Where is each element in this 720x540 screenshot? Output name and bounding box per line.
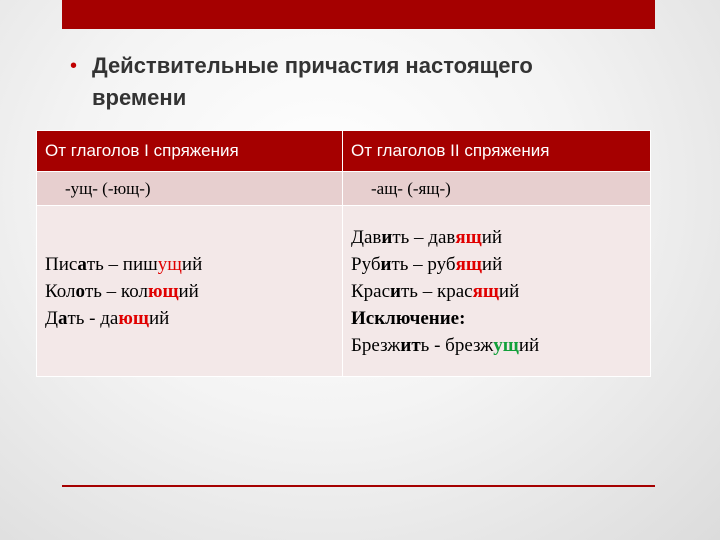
header-row: [37, 131, 651, 172]
exception-suffix-highlight: ущ: [493, 334, 519, 356]
suffix-highlight: ящ: [472, 280, 499, 302]
example-line: Красить – красящий: [351, 280, 520, 302]
exception-label: Исключение:: [351, 307, 466, 329]
suffix-highlight: ящ: [455, 253, 482, 275]
suffix-row: [37, 172, 651, 206]
col2-header: От глаголов II спряжения: [343, 131, 651, 172]
suffix-highlight: ущ: [157, 253, 182, 275]
example-line: Писать – пишущий: [45, 253, 203, 275]
col2-suffix-cell: [343, 172, 651, 206]
col1-suffix: -ущ- (-ющ-): [65, 178, 151, 198]
conjugation-table: [36, 130, 651, 377]
col2-suffix: -ащ- (-ящ-): [371, 178, 451, 198]
suffix-highlight: ющ: [147, 280, 179, 302]
col1-header: От глаголов I спряжения: [37, 131, 343, 172]
col2-examples-cell: [343, 206, 651, 377]
col1-examples-cell: [37, 206, 343, 377]
bottom-accent-line: [62, 485, 655, 487]
title-bullet-row: [70, 50, 650, 114]
suffix-highlight: ящ: [455, 226, 482, 248]
bullet-icon: •: [70, 55, 78, 77]
example-line: Давить – давящий: [351, 226, 503, 248]
examples-row: [37, 206, 651, 377]
example-line: Дать - дающий: [45, 307, 170, 329]
exception-example: Брезжить - брезжущий: [351, 334, 540, 356]
example-line: Рубить – рубящий: [351, 253, 503, 275]
top-accent-bar: [62, 0, 655, 29]
col1-suffix-cell: [37, 172, 343, 206]
suffix-highlight: ющ: [118, 307, 149, 329]
slide-heading: Действительные причастия настоящего времени: [92, 53, 533, 110]
example-line: Колоть – колющий: [45, 280, 199, 302]
